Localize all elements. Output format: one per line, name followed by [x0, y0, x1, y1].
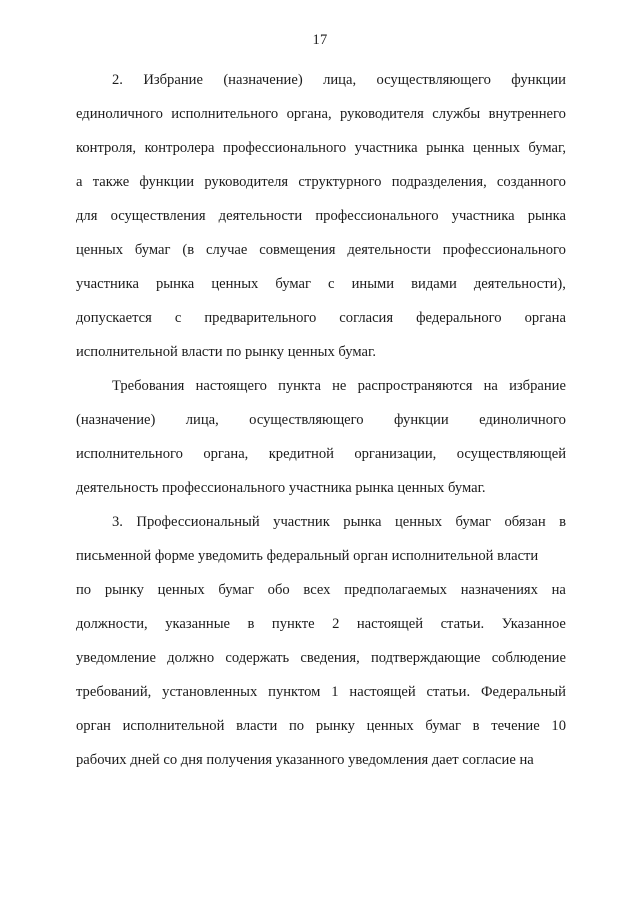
word: рынка — [527, 208, 566, 224]
word: указанные — [165, 616, 230, 632]
word: Указанное — [501, 616, 566, 632]
word: органа — [524, 310, 566, 326]
word: участник — [273, 514, 330, 530]
paragraph — [76, 505, 566, 777]
text-line — [76, 165, 566, 199]
word: созданного — [496, 174, 566, 190]
word: Требования — [112, 378, 185, 394]
word: предварительного — [204, 310, 317, 326]
word: случае — [206, 242, 248, 258]
word: функции — [511, 72, 566, 88]
word: профессионального — [315, 208, 439, 224]
word: в — [559, 514, 566, 530]
word: на — [483, 378, 498, 394]
word: обязан — [504, 514, 546, 530]
text-line — [76, 573, 566, 607]
word: на — [551, 582, 566, 598]
word: (в — [182, 242, 195, 258]
word: допускается — [76, 310, 152, 326]
word: требований, — [76, 684, 152, 700]
word: (назначение) — [76, 412, 156, 428]
text-line — [76, 267, 566, 301]
word: течение — [491, 718, 540, 734]
word: видами — [411, 276, 457, 292]
word: профессионального — [223, 140, 347, 156]
word: по — [288, 718, 305, 734]
word: участника — [451, 208, 515, 224]
word: службы — [432, 106, 481, 122]
text-line — [76, 505, 566, 539]
word: сведения, — [300, 650, 360, 666]
word: пункте — [271, 616, 315, 632]
word: назначениях — [460, 582, 538, 598]
word: избрание — [509, 378, 566, 394]
word: ценных — [472, 140, 520, 156]
word: функции — [139, 174, 195, 190]
word: бумаг, — [528, 140, 566, 156]
word: органа, — [203, 446, 249, 462]
text-line — [76, 369, 566, 403]
text-line — [76, 607, 566, 641]
word: бумаг — [134, 242, 171, 258]
word: настоящего — [195, 378, 267, 394]
text-line: деятельность профессионального участника рынка ценных бумаг. — [76, 480, 486, 496]
word: ценных — [211, 276, 259, 292]
word: функции — [393, 412, 449, 428]
word: рынка — [426, 140, 465, 156]
word: ценных — [395, 514, 443, 530]
word: также — [92, 174, 130, 190]
word: осуществляющего — [249, 412, 364, 428]
word: лица, — [323, 72, 357, 88]
word: внутреннего — [488, 106, 566, 122]
word: с — [328, 276, 335, 292]
word: 2. — [112, 72, 123, 88]
word: Федеральный — [480, 684, 566, 700]
text-line — [76, 233, 566, 267]
word: ценных — [76, 242, 124, 258]
word: всех — [303, 582, 331, 598]
text-line — [76, 437, 566, 471]
word: бумаг — [275, 276, 311, 292]
word: руководителя — [204, 174, 289, 190]
word: совмещения — [259, 242, 336, 258]
word: в — [472, 718, 480, 734]
word: контроля, — [76, 140, 137, 156]
word: по — [76, 582, 92, 598]
word: участника — [354, 140, 418, 156]
text-line: рабочих дней со дня получения указанного уведомления дает согласие на — [76, 752, 534, 768]
word: (назначение) — [223, 72, 303, 88]
word: иными — [351, 276, 395, 292]
word: 2 — [332, 616, 340, 632]
text-line: письменной форме уведомить федеральный орган исполнительной власти — [76, 548, 539, 564]
word: содержать — [225, 650, 290, 666]
word: рынка — [343, 514, 382, 530]
word: Избрание — [143, 72, 203, 88]
word: профессионального — [442, 242, 566, 258]
word: Профессиональный — [136, 514, 260, 530]
word: рынку — [315, 718, 355, 734]
word: настоящей — [349, 684, 416, 700]
word: осуществления — [110, 208, 206, 224]
word: обо — [267, 582, 290, 598]
word: лица, — [185, 412, 219, 428]
word: установленных — [162, 684, 258, 700]
word: 3. — [112, 514, 123, 530]
word: исполнительного — [171, 106, 279, 122]
text-line — [76, 63, 566, 97]
word: пункта — [278, 378, 321, 394]
word: ценных — [157, 582, 205, 598]
word: бумаг — [218, 582, 254, 598]
word: осуществляющей — [456, 446, 566, 462]
text-line — [76, 403, 566, 437]
word: рынку — [104, 582, 144, 598]
word: соблюдение — [491, 650, 566, 666]
word: участника — [76, 276, 139, 292]
word: для — [76, 208, 98, 224]
word: деятельности), — [473, 276, 566, 292]
word: должно — [167, 650, 215, 666]
word: уведомление — [76, 650, 156, 666]
word: бумаг — [425, 718, 461, 734]
paragraph — [76, 63, 566, 369]
word: структурного — [298, 174, 382, 190]
word: бумаг — [455, 514, 492, 530]
word: исполнительной — [122, 718, 225, 734]
word: исполнительного — [76, 446, 183, 462]
word: не — [332, 378, 347, 394]
word: деятельности — [347, 242, 431, 258]
word: статьи. — [440, 616, 485, 632]
text-line — [76, 709, 566, 743]
word: деятельности — [218, 208, 303, 224]
word: согласия — [339, 310, 394, 326]
paragraph — [76, 369, 566, 505]
word: организации, — [354, 446, 437, 462]
word: а — [76, 174, 83, 190]
word: настоящей — [356, 616, 424, 632]
word: контролера — [144, 140, 215, 156]
word: подтверждающие — [371, 650, 481, 666]
text-line — [76, 199, 566, 233]
word: в — [247, 616, 255, 632]
word: единоличного — [479, 412, 566, 428]
word: 1 — [331, 684, 339, 700]
word: ценных — [366, 718, 414, 734]
word: кредитной — [268, 446, 334, 462]
word: федерального — [416, 310, 502, 326]
word: статьи. — [426, 684, 471, 700]
word: предполагаемых — [344, 582, 447, 598]
text-line — [76, 97, 566, 131]
page-number: 17 — [312, 32, 328, 48]
word: должности, — [76, 616, 148, 632]
word: подразделения, — [391, 174, 487, 190]
text-line — [76, 301, 566, 335]
word: руководителя — [340, 106, 424, 122]
word: с — [174, 310, 182, 326]
word: власти — [236, 718, 278, 734]
text-line: исполнительной власти по рынку ценных бумаг. — [76, 344, 376, 360]
text-line — [76, 131, 566, 165]
word: орган — [76, 718, 111, 734]
word: осуществляющего — [376, 72, 491, 88]
word: рынка — [156, 276, 195, 292]
word: единоличного — [76, 106, 163, 122]
word: 10 — [551, 718, 566, 734]
word: распространяются — [357, 378, 473, 394]
word: пунктом — [268, 684, 321, 700]
text-line — [76, 641, 566, 675]
document-body — [76, 63, 566, 777]
text-line — [76, 675, 566, 709]
word: органа, — [286, 106, 332, 122]
